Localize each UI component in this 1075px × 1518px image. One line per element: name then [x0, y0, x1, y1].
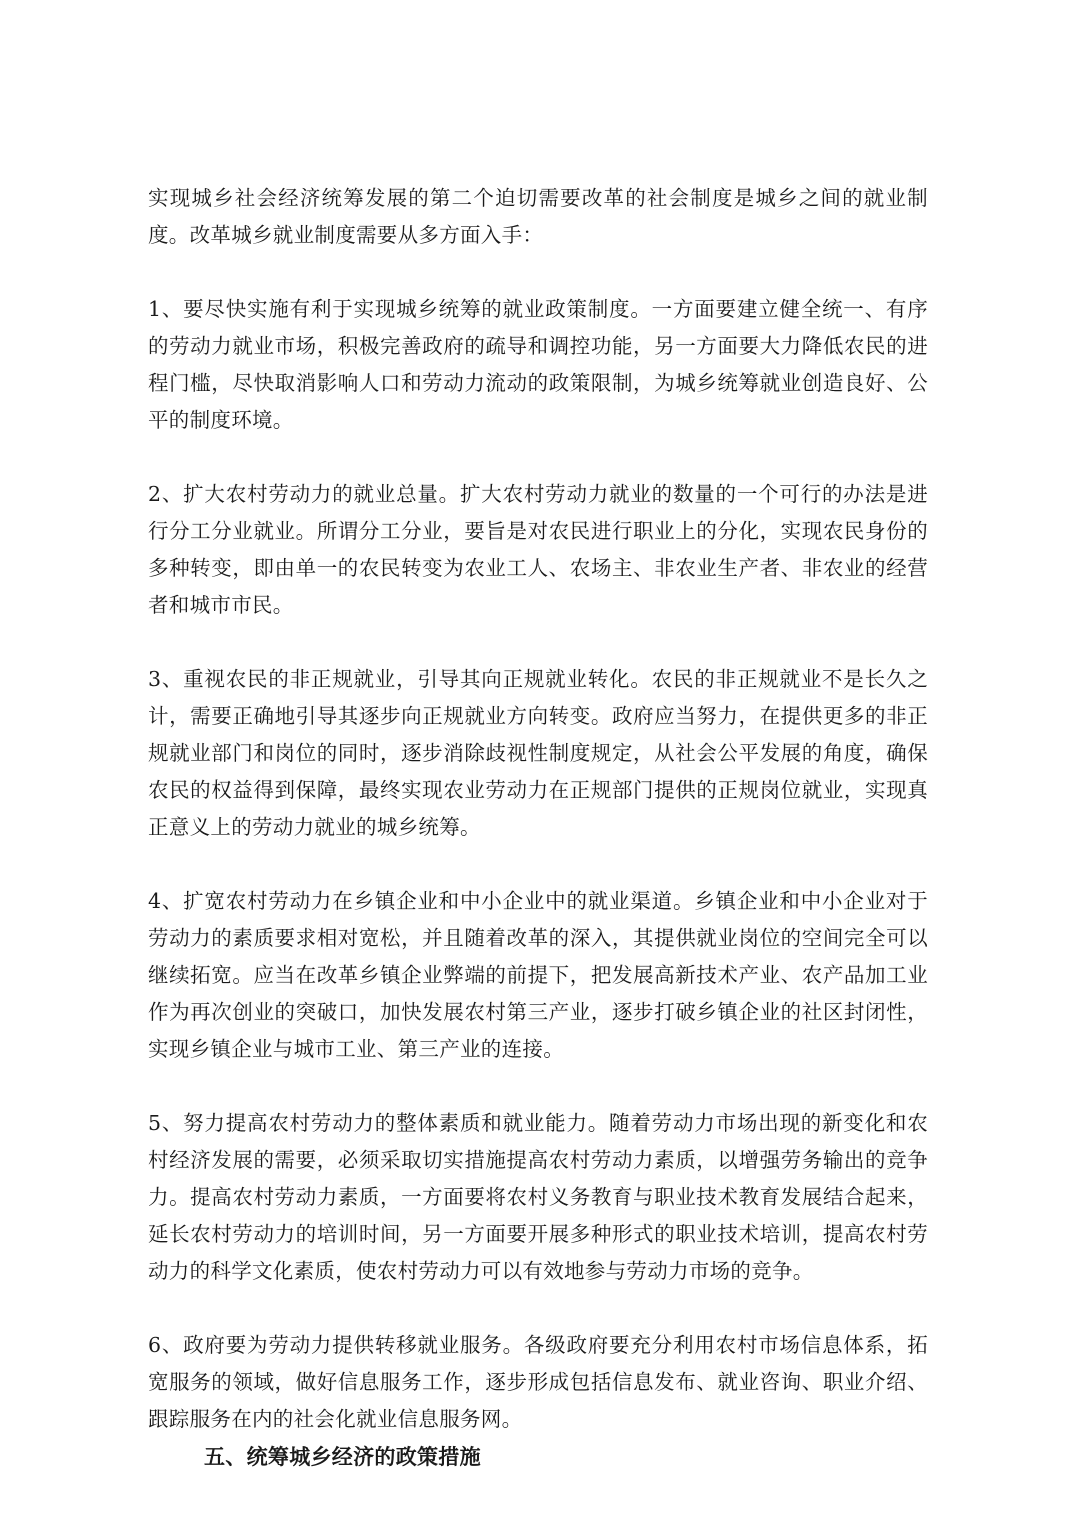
point-2-paragraph: 2、扩大农村劳动力的就业总量。扩大农村劳动力就业的数量的一个可行的办法是进行分工分业就业。所谓分工分业，要旨是对农民进行职业上的分化，实现农民身份的多种转变，即由单一的农民转变为农业工人、农场主、非农业生产者、非农业的经营者和城市市民。 [148, 482, 928, 617]
intro-paragraph: 实现城乡社会经济统筹发展的第二个迫切需要改革的社会制度是城乡之间的就业制度。改革城乡就业制度需要从多方面入手： [148, 186, 928, 247]
section-heading: 五、统筹城乡经济的政策措施 [204, 1444, 481, 1469]
point-5-paragraph: 5、努力提高农村劳动力的整体素质和就业能力。随着劳动力市场出现的新变化和农村经济发展的需要，必须采取切实措施提高农村劳动力素质，以增强劳务输出的竞争力。提高农村劳动力素质，一方面要将农村义务教育与职业技术教育发展结合起来，延长农村劳动力的培训时间，另一方面要开展多种形式的职业技术培训，提高农村劳动力的科学文化素质，使农村劳动力可以有效地参与劳动力市场的竞争。 [148, 1111, 928, 1283]
point-3-paragraph: 3、重视农民的非正规就业，引导其向正规就业转化。农民的非正规就业不是长久之计，需要正确地引导其逐步向正规就业方向转变。政府应当努力，在提供更多的非正规就业部门和岗位的同时，逐步消除歧视性制度规定，从社会公平发展的角度，确保农民的权益得到保障，最终实现农业劳动力在正规部门提供的正规岗位就业，实现真正意义上的劳动力就业的城乡统筹。 [148, 667, 928, 839]
point-1-paragraph: 1、要尽快实施有利于实现城乡统筹的就业政策制度。一方面要建立健全统一、有序的劳动力就业市场，积极完善政府的疏导和调控功能，另一方面要大力降低农民的进程门槛，尽快取消影响人口和劳动力流动的政策限制，为城乡统筹就业创造良好、公平的制度环境。 [148, 297, 928, 432]
point-6-paragraph: 6、政府要为劳动力提供转移就业服务。各级政府要充分利用农村市场信息体系，拓宽服务的领域，做好信息服务工作，逐步形成包括信息发布、就业咨询、职业介绍、跟踪服务在内的社会化就业信息服务网。 [148, 1333, 928, 1431]
point-4-paragraph: 4、扩宽农村劳动力在乡镇企业和中小企业中的就业渠道。乡镇企业和中小企业对于劳动力的素质要求相对宽松，并且随着改革的深入，其提供就业岗位的空间完全可以继续拓宽。应当在改革乡镇企业弊端的前提下，把发展高新技术产业、农产品加工业作为再次创业的突破口，加快发展农村第三产业，逐步打破乡镇企业的社区封闭性，实现乡镇企业与城市工业、第三产业的连接。 [148, 889, 928, 1061]
document-page [148, 180, 928, 1475]
